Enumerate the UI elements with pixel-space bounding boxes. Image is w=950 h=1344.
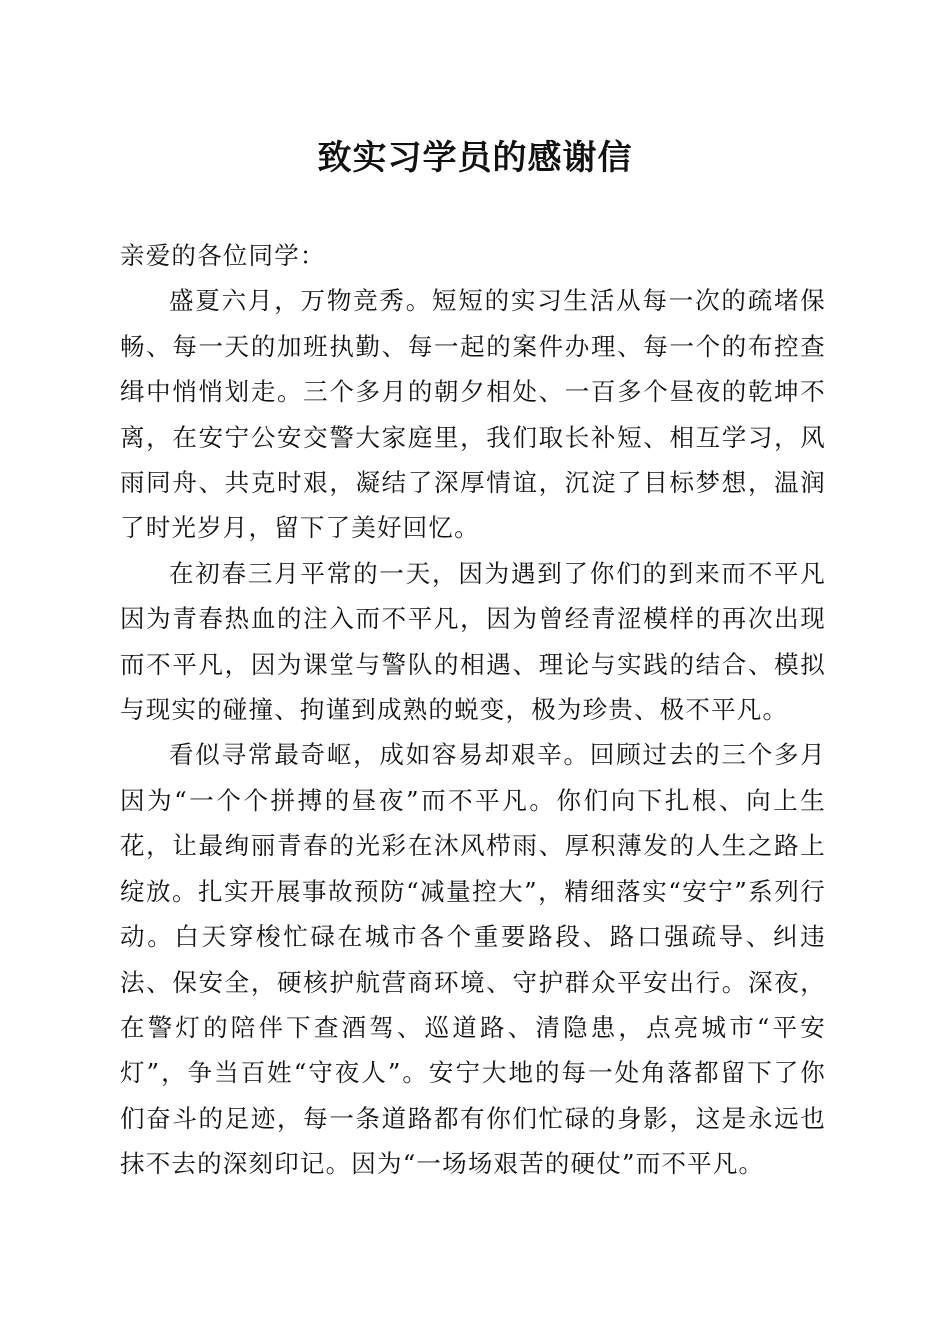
salutation: 亲爱的各位同学： [120, 241, 326, 270]
document-body [120, 233, 826, 1187]
document-title: 致实习学员的感谢信 [317, 138, 633, 178]
paragraph-2: 在初春三月平常的一天，因为遇到了你们的到来而不平凡因为青春热血的注入而不平凡，因为曾经青涩模样的再次出现而不平凡，因为课堂与警队的相遇、理论与实践的结合、模拟与现实的碰撞、拘谨到成熟的蜕变，极为珍贵、极不平凡。 [120, 558, 826, 725]
paragraph-1: 盛夏六月，万物竞秀。短短的实习生活从每一次的疏堵保畅、每一天的加班执勤、每一起的案件办理、每一个的布控查缉中悄悄划走。三个多月的朝夕相处、一百多个昼夜的乾坤不离，在安宁公安交警大家庭里，我们取长补短、相互学习，风雨同舟、共克时艰，凝结了深厚情谊，沉淀了目标梦想，温润了时光岁月，留下了美好回忆。 [120, 286, 826, 543]
paragraph-3: 看似寻常最奇岖，成如容易却艰辛。回顾过去的三个多月因为“一个个拼搏的昼夜”而不平凡。你们向下扎根、向上生花，让最绚丽青春的光彩在沐风栉雨、厚积薄发的人生之路上绽放。扎实开展事故预防“减量控大”，精细落实“安宁”系列行动。白天穿梭忙碌在城市各个重要路段、路口强疏导、纠违法、保安全，硬核护航营商环境、守护群众平安出行。深夜，在警灯的陪伴下查酒驾、巡道路、清隐患，点亮城市“平安灯”，争当百姓“守夜人”。安宁大地的每一处角落都留下了你们奋斗的足迹，每一条道路都有你们忙碌的身影，这是永远也抹不去的深刻印记。因为“一场场艰苦的硬仗”而不平凡。 [120, 740, 826, 1179]
